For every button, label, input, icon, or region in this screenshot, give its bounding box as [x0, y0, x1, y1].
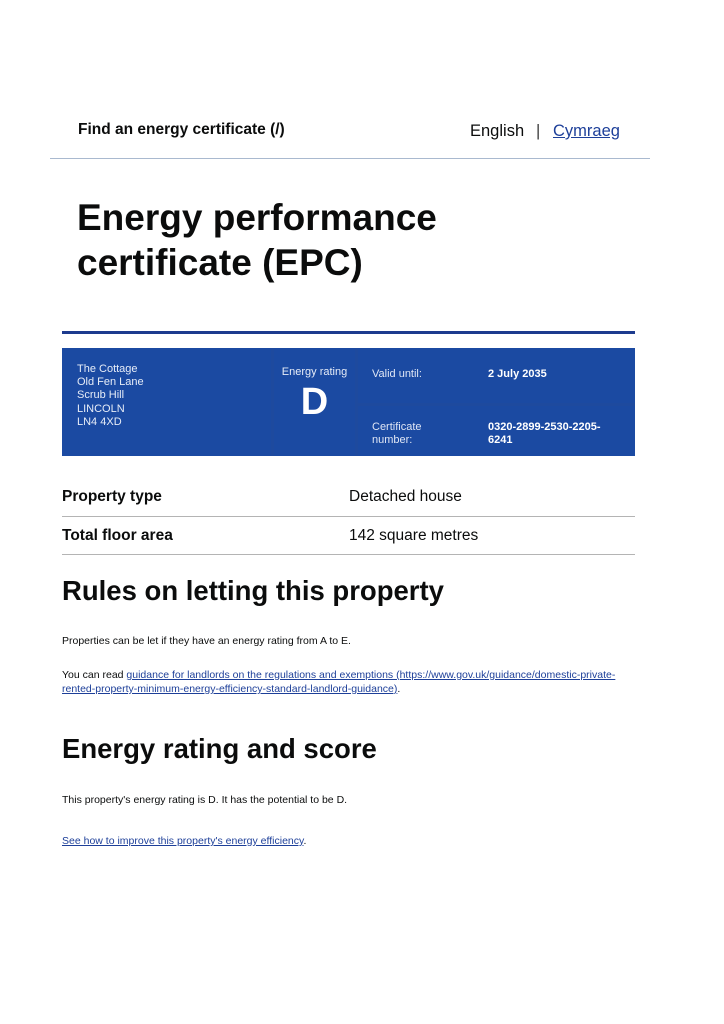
address-line: The Cottage: [77, 363, 138, 375]
address-line: Scrub Hill: [77, 389, 125, 402]
language-separator: |: [536, 122, 541, 140]
valid-until-label: Valid until:: [372, 368, 422, 380]
service-name-link[interactable]: Find an energy certificate (/): [78, 121, 285, 138]
language-welsh-link[interactable]: Cymraeg: [553, 122, 620, 140]
improve-suffix: .: [303, 835, 307, 847]
rules-heading: Rules on letting this property: [62, 575, 444, 606]
epc-summary-panel: [62, 348, 635, 456]
address-line: LN4 4XD: [77, 415, 122, 428]
header-divider: [50, 158, 650, 159]
address-line: LINCOLN: [77, 402, 125, 415]
guidance-prefix: You can read: [62, 669, 127, 681]
summary-divider: [62, 516, 635, 517]
floor-area-label: Total floor area: [62, 527, 173, 544]
page-title: Energy performance certificate (EPC): [77, 197, 437, 283]
energy-rating-label: Energy rating: [281, 366, 348, 378]
rating-paragraph: This property's energy rating is D. It has the potential to be D.: [62, 794, 348, 806]
guidance-link[interactable]: guidance for landlords on the regulations and exemptions (https://www.gov.uk/guidance/domestic-private-rented-property-minimum-energy-efficiency-standard-landlord-guidance): [62, 669, 616, 695]
guidance-suffix: .: [397, 683, 401, 695]
valid-until-value: 2 July 2035: [488, 368, 547, 380]
language-english: English: [470, 122, 525, 140]
valid-until-box: [358, 348, 635, 403]
certificate-number-label: Certificate number:: [372, 421, 422, 446]
energy-rating-box: [274, 348, 355, 456]
property-type-value: Detached house: [349, 488, 462, 505]
address-line: Old Fen Lane: [77, 376, 144, 389]
improve-paragraph: [62, 834, 637, 848]
rating-heading: Energy rating and score: [62, 733, 377, 764]
improve-efficiency-link[interactable]: See how to improve this property's energy efficiency: [62, 835, 304, 847]
certificate-number-value: 0320-2899-2530-2205-6241: [488, 421, 601, 446]
title-divider: [62, 331, 635, 334]
rules-paragraph: Properties can be let if they have an energy rating from A to E.: [62, 635, 351, 647]
certificate-number-box: [358, 406, 635, 456]
floor-area-value: 142 square metres: [349, 527, 479, 544]
property-type-label: Property type: [62, 488, 162, 505]
summary-divider: [62, 554, 635, 555]
energy-rating-letter: D: [300, 381, 329, 423]
property-address: [62, 348, 271, 456]
guidance-paragraph: [62, 668, 637, 696]
